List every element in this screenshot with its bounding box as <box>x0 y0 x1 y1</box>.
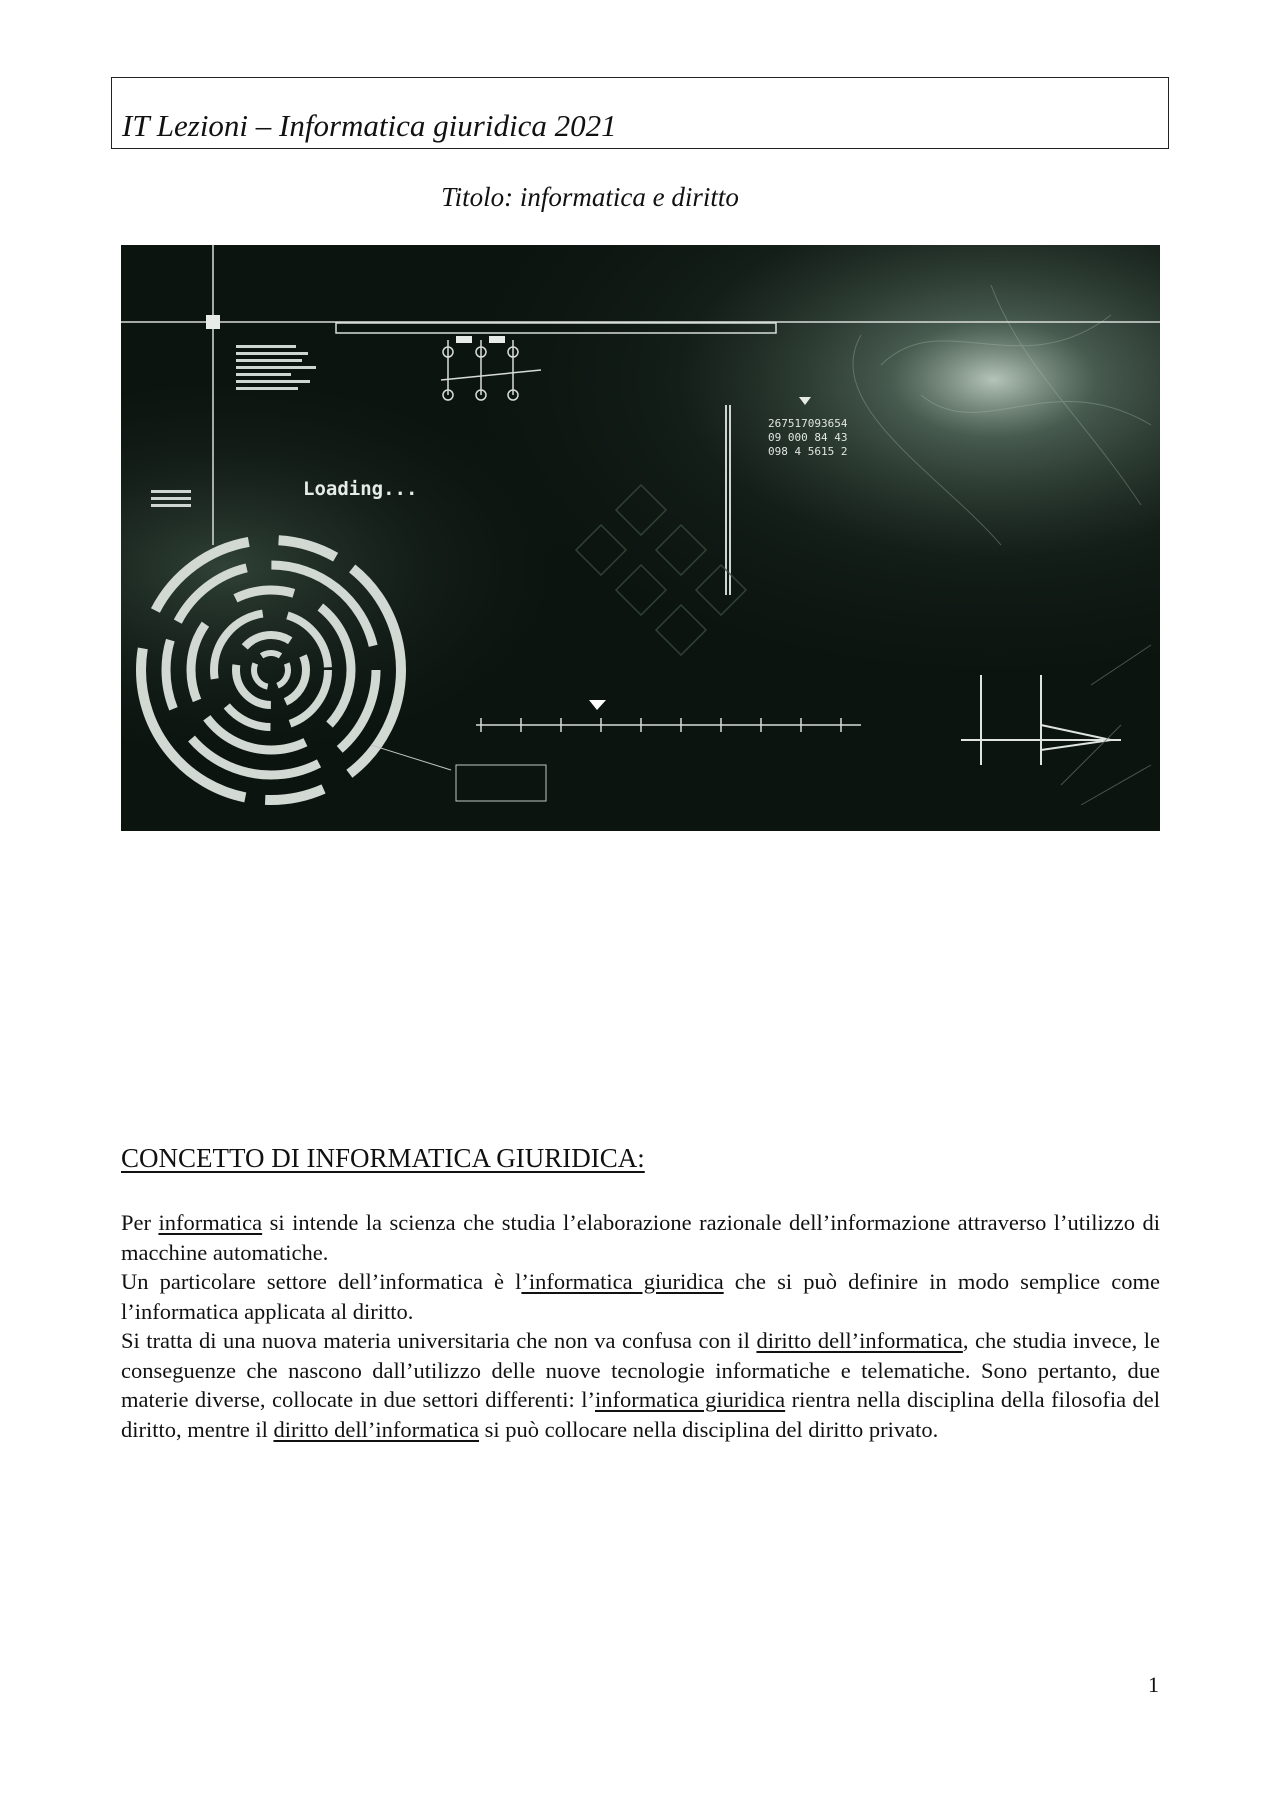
term-informatica-giuridica: ’informatica giuridica <box>521 1269 724 1294</box>
body-text <box>121 1208 1160 1444</box>
text-run: si intende la scienza che studia l’elaborazione razionale dell’informazione attraverso l’utilizzo di macchine automatiche. <box>121 1210 1160 1265</box>
page-subtitle: Titolo: informatica e diritto <box>441 182 739 212</box>
paragraph-2 <box>121 1267 1160 1326</box>
text-run: che si può definire in modo semplice come l’informatica applicata al diritto. <box>121 1269 1160 1324</box>
hero-image <box>121 245 1160 831</box>
loading-text: Loading... <box>303 478 418 500</box>
term-diritto-informatica: diritto dell’informatica <box>273 1416 480 1442</box>
text-run: si può collocare nella disciplina del diritto privato. <box>479 1416 939 1442</box>
term-informatica-giuridica: informatica giuridica <box>595 1387 786 1412</box>
page-number: 1 <box>1148 1672 1159 1697</box>
term-diritto-informatica: diritto dell’informatica <box>756 1328 963 1353</box>
text-run: Un particolare settore dell’informatica è l <box>121 1269 522 1294</box>
paragraph-3 <box>121 1326 1160 1444</box>
paragraph-1 <box>121 1208 1160 1267</box>
text-run: , che studia invece, le conseguenze che nascono dall’utilizzo delle nuove tecnologie informatiche e telematiche. Sono pertanto, due materie diverse, collocate in due settori differenti: l’ <box>121 1328 1160 1412</box>
section-heading: CONCETTO DI INFORMATICA GIURIDICA: <box>121 1143 645 1173</box>
term-informatica: informatica <box>158 1210 263 1235</box>
text-run: Per <box>121 1210 159 1235</box>
text-run: Si tratta di una nuova materia universitaria che non va confusa con il <box>121 1328 757 1353</box>
code-line-2: 09 000 84 43 <box>768 431 848 444</box>
code-line-3: 098 4 5615 2 <box>768 445 848 458</box>
header-box <box>111 77 1169 149</box>
text-run: rientra nella disciplina della filosofia del diritto, mentre il <box>121 1387 1161 1442</box>
code-line-1: 267517093654 <box>768 417 848 430</box>
header-title: IT Lezioni – Informatica giuridica 2021 <box>122 108 617 143</box>
hero-graphic <box>121 245 1160 831</box>
